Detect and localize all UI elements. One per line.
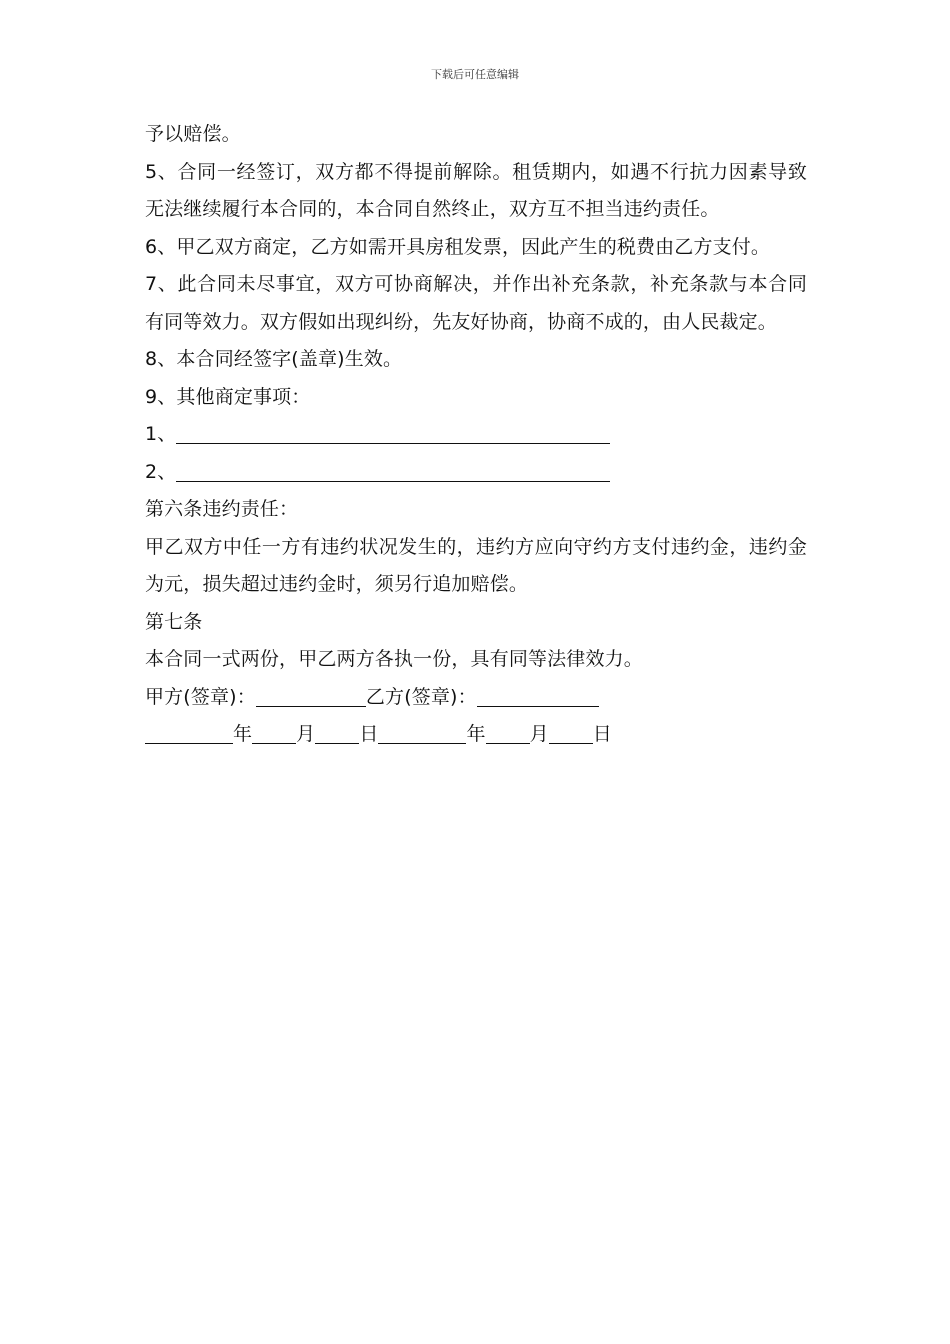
- article-7-text: 本合同一式两份，甲乙两方各执一份，具有同等法律效力。: [145, 648, 643, 670]
- contract-body: [145, 116, 807, 754]
- month-label-2: 月: [529, 723, 549, 745]
- party-b-blank: [477, 682, 599, 707]
- month-blank: [252, 719, 296, 744]
- clause-8: 8、本合同经签字(盖章)生效。: [145, 348, 403, 370]
- month-blank-2: [486, 719, 530, 744]
- day-blank: [315, 719, 359, 744]
- other-item-1-label: 1、: [145, 423, 177, 445]
- blank-underline: [176, 457, 610, 482]
- day-blank-2: [549, 719, 593, 744]
- date-line: [145, 716, 807, 754]
- clause-9: 9、其他商定事项：: [145, 385, 311, 408]
- page-header: 下载后可任意编辑: [431, 68, 519, 81]
- clause-6: 6、甲乙双方商定，乙方如需开具房租发票，因此产生的税费由乙方支付。: [145, 235, 771, 258]
- party-a-blank: [256, 682, 366, 707]
- other-item-1: [145, 416, 807, 454]
- clause-7: 7、此合同未尽事宜，双方可协商解决，并作出补充条款，补充条款与本合同有同等效力。双方假如出现纠纷，先友好协商，协商不成的，由人民裁定。: [145, 273, 807, 333]
- year-blank-2: [378, 719, 466, 744]
- other-item-2-label: 2、: [145, 460, 177, 483]
- signature-line: [145, 679, 807, 717]
- clause-5: 5、合同一经签订，双方都不得提前解除。租赁期内，如遇不行抗力因素导致无法继续履行本合同的，本合同自然终止，双方互不担当违约责任。: [145, 160, 807, 220]
- article-7-title: 第七条: [145, 610, 203, 633]
- article-6-title: 第六条违约责任：: [145, 498, 299, 520]
- paragraph-compensation: 予以赔偿。: [145, 123, 241, 145]
- year-blank: [145, 719, 233, 744]
- other-item-2: [145, 454, 807, 492]
- day-label-2: 日: [592, 723, 612, 745]
- party-a-label: 甲方(签章)：: [145, 685, 256, 708]
- month-label: 月: [296, 723, 316, 745]
- party-b-label: 乙方(签章)：: [365, 685, 477, 708]
- year-label: 年: [233, 723, 253, 745]
- day-label: 日: [359, 723, 379, 745]
- article-6-text: 甲乙双方中任一方有违约状况发生的，违约方应向守约方支付违约金，违约金为元，损失超过违约金时，须另行追加赔偿。: [145, 535, 807, 595]
- year-label-2: 年: [466, 723, 486, 745]
- blank-underline: [176, 419, 610, 444]
